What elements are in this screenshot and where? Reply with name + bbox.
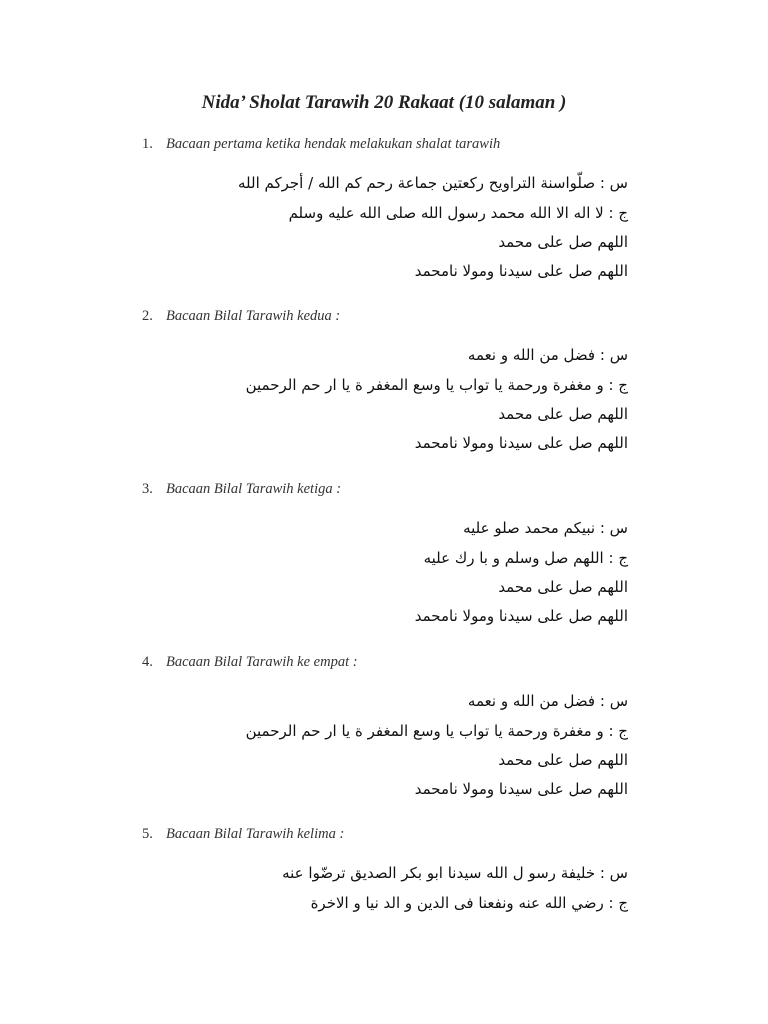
- arabic-salawat-line: اللهم صل على سيدنا ومولا نامحمد: [414, 434, 628, 452]
- section-number: 5.: [142, 826, 153, 842]
- section-heading-text: Bacaan pertama ketika hendak melakukan shalat tarawih: [166, 136, 501, 152]
- arabic-call-line: س : فضل من الله و نعمه: [467, 346, 628, 364]
- section-heading-text: Bacaan Bilal Tarawih kedua :: [166, 308, 341, 324]
- section-number: 1.: [142, 136, 153, 152]
- arabic-salawat-line: اللهم صل على سيدنا ومولا نامحمد: [414, 262, 628, 280]
- section-number: 4.: [142, 654, 153, 670]
- arabic-salawat-line: اللهم صل على سيدنا ومولا نامحمد: [414, 607, 628, 625]
- section-heading: [142, 826, 344, 843]
- arabic-salawat-line: اللهم صل على محمد: [498, 233, 628, 251]
- arabic-salawat-line: اللهم صل على محمد: [498, 405, 628, 423]
- arabic-salawat-line: اللهم صل على سيدنا ومولا نامحمد: [414, 780, 628, 798]
- section-heading-text: Bacaan Bilal Tarawih ke empat :: [166, 654, 358, 670]
- arabic-response-line: ج : و مغفرة ورحمة يا تواب يا وسع المغفر ة يا ار حم الرحمين: [245, 376, 628, 394]
- section-number: 3.: [142, 481, 153, 497]
- section-heading-text: Bacaan Bilal Tarawih ketiga :: [166, 481, 342, 497]
- arabic-call-line: س : خليفة رسو ل الله سيدنا ابو بكر الصديق ترضّوا عنه: [282, 864, 628, 882]
- arabic-call-line: س : صلّواسنة التراويح ركعتين جماعة رحم كم الله / أجركم الله: [238, 174, 628, 192]
- section-heading: [142, 136, 500, 153]
- section-number: 2.: [142, 308, 153, 324]
- section-heading: [142, 308, 340, 325]
- arabic-response-line: ج : اللهم صل وسلم و با رك عليه: [423, 549, 628, 567]
- arabic-salawat-line: اللهم صل على محمد: [498, 578, 628, 596]
- arabic-call-line: س : فضل من الله و نعمه: [467, 692, 628, 710]
- arabic-response-line: ج : و مغفرة ورحمة يا تواب يا وسع المغفر ة يا ار حم الرحمين: [245, 722, 628, 740]
- arabic-response-line: ج : لا اله الا الله محمد رسول الله صلى الله عليه وسلم: [288, 204, 628, 222]
- section-heading-text: Bacaan Bilal Tarawih kelima :: [166, 826, 345, 842]
- arabic-call-line: س : نبيكم محمد صلو عليه: [463, 519, 628, 537]
- section-heading: [142, 481, 341, 498]
- arabic-salawat-line: اللهم صل على محمد: [498, 751, 628, 769]
- arabic-response-line: ج : رضي الله عنه ونفعنا فى الدين و الد نيا و الاخرة: [310, 894, 628, 912]
- section-heading: [142, 654, 358, 671]
- page-title: Nida’ Sholat Tarawih 20 Rakaat (10 salaman ): [201, 92, 567, 113]
